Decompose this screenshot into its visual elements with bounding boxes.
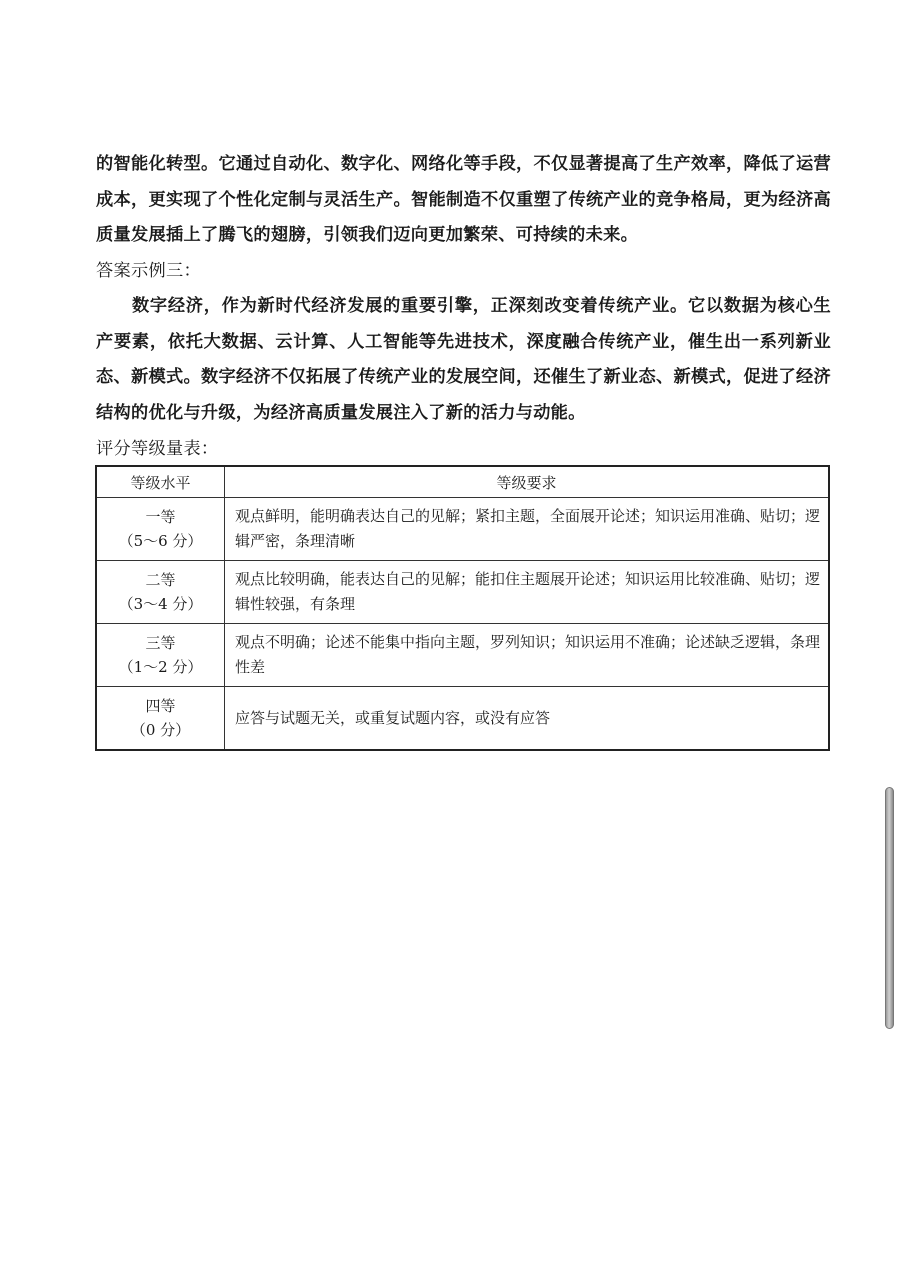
level-cell bbox=[96, 561, 225, 624]
scale-label-text: 评分等级量表： bbox=[96, 439, 219, 459]
requirement-cell: 观点比较明确，能表达自己的见解；能扣住主题展开论述；知识运用比较准确、贴切；逻辑性较强，有条理 bbox=[225, 561, 830, 624]
table-row bbox=[96, 561, 829, 624]
vertical-scrollbar[interactable] bbox=[885, 787, 894, 1029]
paragraph-1-text: 的智能化转型。它通过自动化、数字化、网络化等手段，不仅显著提高了生产效率，降低了运营成本，更实现了个性化定制与灵活生产。智能制造不仅重塑了传统产业的竞争格局，更为经济高质量发展插上了腾飞的翅膀，引领我们迈向更加繁荣、可持续的未来。 bbox=[96, 154, 831, 245]
level-name: 四等 bbox=[145, 697, 176, 715]
level-cell bbox=[96, 624, 225, 687]
paragraph-2 bbox=[96, 289, 831, 431]
level-cell bbox=[96, 498, 225, 561]
paragraph-2-text: 数字经济，作为新时代经济发展的重要引擎，正深刻改变着传统产业。它以数据为核心生产要素，依托大数据、云计算、人工智能等先进技术，深度融合传统产业，催生出一系列新业态、新模式。数字经济不仅拓展了传统产业的发展空间，还催生了新业态、新模式，促进了经济结构的优化与升级，为经济高质量发展注入了新的活力与动能。 bbox=[96, 296, 831, 423]
scale-label bbox=[96, 432, 831, 468]
level-name: 二等 bbox=[145, 571, 176, 589]
level-cell bbox=[96, 687, 225, 751]
requirement-cell: 观点鲜明，能明确表达自己的见解；紧扣主题，全面展开论述；知识运用准确、贴切；逻辑严密，条理清晰 bbox=[225, 498, 830, 561]
level-score: （5～6 分） bbox=[118, 532, 203, 550]
level-score: （3～4 分） bbox=[118, 595, 203, 613]
table-row bbox=[96, 498, 829, 561]
example-label bbox=[96, 254, 831, 290]
table-row bbox=[96, 687, 829, 751]
header-requirement: 等级要求 bbox=[225, 466, 830, 498]
header-level: 等级水平 bbox=[96, 466, 225, 498]
table-row bbox=[96, 624, 829, 687]
table-header-row bbox=[96, 466, 829, 498]
level-score: （1～2 分） bbox=[118, 658, 203, 676]
requirement-cell: 观点不明确；论述不能集中指向主题，罗列知识；知识运用不准确；论述缺乏逻辑，条理性差 bbox=[225, 624, 830, 687]
level-score: （0 分） bbox=[130, 721, 191, 739]
paragraph-1 bbox=[96, 147, 831, 254]
example-label-text: 答案示例三： bbox=[96, 261, 201, 281]
grading-table bbox=[95, 465, 830, 751]
level-name: 一等 bbox=[145, 508, 176, 526]
grading-table-wrapper bbox=[95, 465, 830, 751]
requirement-cell: 应答与试题无关，或重复试题内容，或没有应答 bbox=[225, 687, 830, 751]
level-name: 三等 bbox=[145, 634, 176, 652]
